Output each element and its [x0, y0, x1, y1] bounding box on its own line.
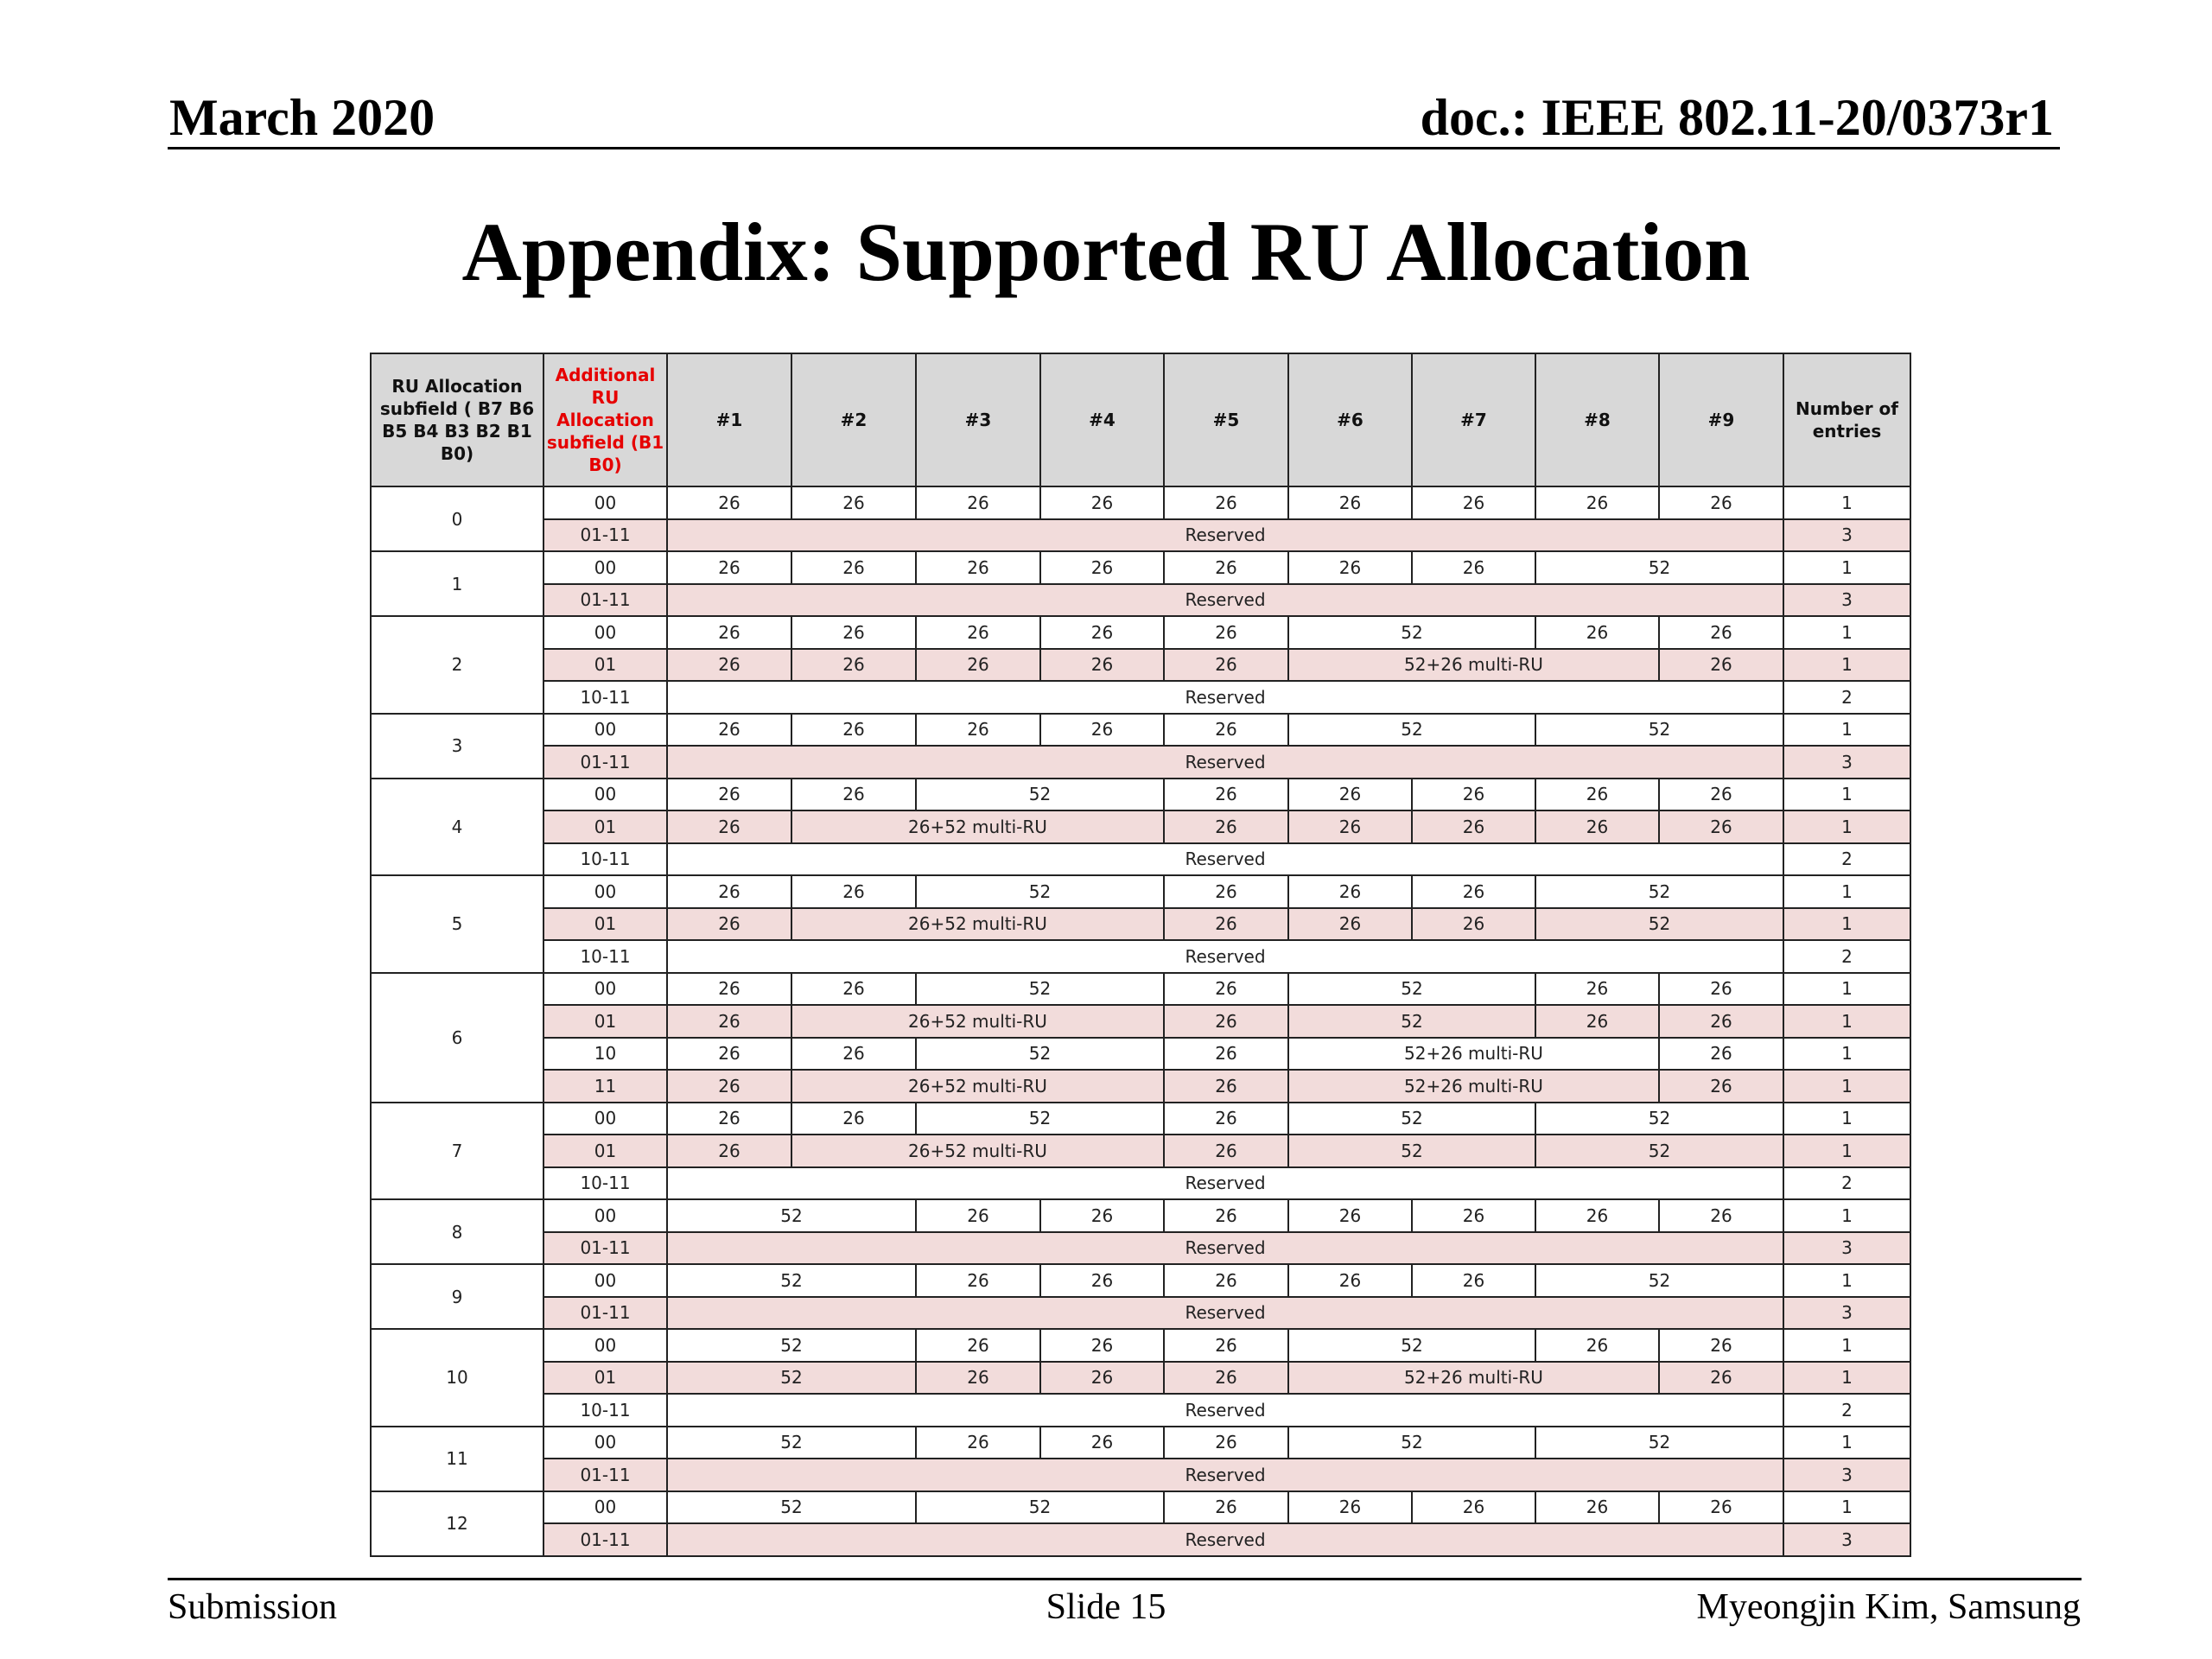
- table-row: [371, 1523, 1910, 1556]
- ru-allocation-index: 10: [371, 1329, 543, 1427]
- ru-cell: 52: [1288, 1005, 1535, 1038]
- table-row: [371, 1038, 1910, 1071]
- table-row: [371, 1459, 1910, 1491]
- col-header-additional: Additional RU Allocation subfield (B1 B0): [543, 353, 667, 486]
- ru-cell: 52: [667, 1329, 916, 1362]
- ru-cell: 26: [1040, 486, 1164, 519]
- ru-cell: 26: [667, 1070, 791, 1103]
- additional-code-cell: 01: [543, 810, 667, 843]
- ru-cell: 52+26 multi-RU: [1288, 1038, 1659, 1071]
- ru-cell: 26: [1412, 810, 1535, 843]
- table-row: [371, 843, 1910, 876]
- ru-cell: 26: [1040, 551, 1164, 584]
- ru-cell: Reserved: [667, 1232, 1783, 1265]
- ru-cell: 26: [1659, 486, 1783, 519]
- entries-cell: 3: [1783, 746, 1910, 779]
- entries-cell: 1: [1783, 1005, 1910, 1038]
- table-row: [371, 908, 1910, 941]
- ru-cell: 26: [1040, 1264, 1164, 1297]
- additional-code-cell: 00: [543, 973, 667, 1006]
- additional-code-cell: 00: [543, 616, 667, 649]
- entries-cell: 1: [1783, 908, 1910, 941]
- ru-cell: 26: [1040, 714, 1164, 747]
- ru-cell: 26: [1040, 649, 1164, 682]
- ru-cell: 26: [791, 973, 916, 1006]
- ru-cell: 26: [1164, 1264, 1288, 1297]
- ru-cell: 26: [916, 1264, 1040, 1297]
- ru-allocation-index: 6: [371, 973, 543, 1103]
- ru-cell: 26: [1659, 779, 1783, 811]
- ru-cell: 52: [1535, 1427, 1783, 1459]
- ru-cell: 26: [1535, 486, 1659, 519]
- additional-code-cell: 10-11: [543, 1167, 667, 1200]
- entries-cell: 2: [1783, 1167, 1910, 1200]
- additional-code-cell: 01-11: [543, 746, 667, 779]
- table-row: [371, 1427, 1910, 1459]
- additional-code-cell: 01: [543, 1135, 667, 1167]
- ru-cell: 26: [916, 486, 1040, 519]
- ru-cell: 26: [791, 714, 916, 747]
- ru-cell: 26: [1535, 1491, 1659, 1524]
- ru-cell: 26: [667, 486, 791, 519]
- additional-code-cell: 01-11: [543, 519, 667, 552]
- ru-cell: 26: [1535, 1005, 1659, 1038]
- footer-rule: [168, 1578, 2082, 1580]
- ru-allocation-index: 3: [371, 714, 543, 779]
- ru-cell: 26: [667, 616, 791, 649]
- entries-cell: 3: [1783, 1523, 1910, 1556]
- table-row: [371, 1103, 1910, 1135]
- ru-cell: 26+52 multi-RU: [791, 1070, 1164, 1103]
- entries-cell: 3: [1783, 1459, 1910, 1491]
- entries-cell: 2: [1783, 843, 1910, 876]
- additional-code-cell: 00: [543, 779, 667, 811]
- ru-cell: 26: [916, 616, 1040, 649]
- ru-cell: 26+52 multi-RU: [791, 1135, 1164, 1167]
- ru-cell: 26+52 multi-RU: [791, 1005, 1164, 1038]
- ru-cell: 52: [1288, 714, 1535, 747]
- ru-cell: 26: [1412, 779, 1535, 811]
- ru-cell: 26: [667, 1103, 791, 1135]
- ru-cell: 52: [1288, 973, 1535, 1006]
- additional-code-cell: 00: [543, 714, 667, 747]
- ru-cell: Reserved: [667, 681, 1783, 714]
- table-row: [371, 1329, 1910, 1362]
- entries-cell: 1: [1783, 1070, 1910, 1103]
- table-body: [371, 486, 1910, 1556]
- entries-cell: 1: [1783, 616, 1910, 649]
- ru-allocation-index: 9: [371, 1264, 543, 1329]
- entries-cell: 2: [1783, 940, 1910, 973]
- ru-cell: 26: [667, 551, 791, 584]
- additional-code-cell: 00: [543, 1103, 667, 1135]
- ru-cell: 26: [791, 1103, 916, 1135]
- header-doc-id: doc.: IEEE 802.11-20/0373r1: [1420, 89, 2054, 146]
- additional-code-cell: 01: [543, 1005, 667, 1038]
- table-row: [371, 875, 1910, 908]
- ru-cell: 26: [1535, 779, 1659, 811]
- ru-cell: 26: [1164, 1135, 1288, 1167]
- ru-cell: 52: [667, 1491, 916, 1524]
- additional-code-cell: 00: [543, 1329, 667, 1362]
- ru-cell: 26: [1288, 875, 1412, 908]
- ru-cell: 52: [1535, 714, 1783, 747]
- ru-cell: 26: [1288, 779, 1412, 811]
- table-row: [371, 1264, 1910, 1297]
- ru-cell: Reserved: [667, 940, 1783, 973]
- col-header-ru-allocation: RU Allocation subfield ( B7 B6 B5 B4 B3 B2 B1 B0): [371, 353, 543, 486]
- table-row: [371, 1362, 1910, 1395]
- ru-cell: 26: [1164, 1038, 1288, 1071]
- additional-code-cell: 01-11: [543, 584, 667, 617]
- ru-cell: 26: [1164, 714, 1288, 747]
- entries-cell: 1: [1783, 973, 1910, 1006]
- ru-cell: 26: [1288, 1491, 1412, 1524]
- ru-cell: 26: [1412, 1199, 1535, 1232]
- table-row: [371, 1297, 1910, 1330]
- table-row: [371, 519, 1910, 552]
- additional-code-cell: 01-11: [543, 1523, 667, 1556]
- ru-cell: 26: [1659, 1070, 1783, 1103]
- ru-cell: 26: [1164, 1329, 1288, 1362]
- ru-cell: 26: [791, 875, 916, 908]
- ru-cell: 26: [1659, 1038, 1783, 1071]
- table-row: [371, 681, 1910, 714]
- ru-cell: 26: [667, 973, 791, 1006]
- ru-cell: 26: [1164, 1005, 1288, 1038]
- ru-cell: 52: [667, 1264, 916, 1297]
- ru-cell: 26: [1412, 1264, 1535, 1297]
- table-row: [371, 616, 1910, 649]
- additional-code-cell: 01: [543, 1362, 667, 1395]
- ru-cell: 26: [1288, 810, 1412, 843]
- ru-cell: 26: [791, 616, 916, 649]
- ru-cell: 52: [1535, 875, 1783, 908]
- ru-cell: Reserved: [667, 1523, 1783, 1556]
- ru-cell: 52+26 multi-RU: [1288, 1362, 1659, 1395]
- entries-cell: 1: [1783, 551, 1910, 584]
- ru-cell: 26: [1659, 1329, 1783, 1362]
- table-row: [371, 940, 1910, 973]
- additional-code-cell: 10-11: [543, 1394, 667, 1427]
- ru-cell: 52: [667, 1199, 916, 1232]
- ru-cell: 52: [1288, 1135, 1535, 1167]
- ru-cell: 26: [1659, 973, 1783, 1006]
- additional-code-cell: 01-11: [543, 1232, 667, 1265]
- ru-cell: 26: [1164, 1491, 1288, 1524]
- entries-cell: 1: [1783, 1491, 1910, 1524]
- entries-cell: 1: [1783, 1135, 1910, 1167]
- header-date: March 2020: [169, 89, 435, 146]
- table-row: [371, 1135, 1910, 1167]
- ru-cell: 26: [1164, 616, 1288, 649]
- additional-code-cell: 11: [543, 1070, 667, 1103]
- ru-cell: 26: [1659, 616, 1783, 649]
- additional-code-cell: 01: [543, 908, 667, 941]
- ru-cell: 26: [916, 1427, 1040, 1459]
- entries-cell: 1: [1783, 1362, 1910, 1395]
- ru-cell: 26: [667, 1135, 791, 1167]
- entries-cell: 3: [1783, 584, 1910, 617]
- ru-cell: 26: [1164, 908, 1288, 941]
- additional-code-cell: 00: [543, 875, 667, 908]
- ru-cell: 26: [1288, 486, 1412, 519]
- ru-cell: 26: [791, 649, 916, 682]
- ru-cell: 26: [667, 1005, 791, 1038]
- ru-cell: 52: [1288, 1427, 1535, 1459]
- table-row: [371, 551, 1910, 584]
- ru-cell: 52: [1535, 908, 1783, 941]
- ru-cell: 26: [1412, 875, 1535, 908]
- table-row: [371, 1070, 1910, 1103]
- ru-cell: 52: [1288, 616, 1535, 649]
- ru-cell: 26: [667, 908, 791, 941]
- col-header-ru2: #2: [791, 353, 916, 486]
- entries-cell: 1: [1783, 714, 1910, 747]
- ru-cell: 52: [1535, 1264, 1783, 1297]
- table-row: [371, 1167, 1910, 1200]
- col-header-ru7: #7: [1412, 353, 1535, 486]
- ru-cell: 26: [1659, 649, 1783, 682]
- ru-cell: 26: [1164, 1199, 1288, 1232]
- table-row: [371, 649, 1910, 682]
- additional-code-cell: 01-11: [543, 1459, 667, 1491]
- ru-cell: 52: [1535, 1135, 1783, 1167]
- ru-cell: 26: [1040, 1362, 1164, 1395]
- col-header-ru6: #6: [1288, 353, 1412, 486]
- ru-cell: 52: [1535, 1103, 1783, 1135]
- ru-cell: 26: [1288, 908, 1412, 941]
- col-header-ru9: #9: [1659, 353, 1783, 486]
- ru-cell: 26+52 multi-RU: [791, 810, 1164, 843]
- ru-allocation-index: 1: [371, 551, 543, 616]
- footer-slide-number: Slide 15: [1046, 1587, 1166, 1627]
- ru-cell: 26: [667, 779, 791, 811]
- ru-cell: 26: [1535, 810, 1659, 843]
- ru-cell: Reserved: [667, 519, 1783, 552]
- entries-cell: 1: [1783, 649, 1910, 682]
- ru-cell: 26+52 multi-RU: [791, 908, 1164, 941]
- ru-cell: Reserved: [667, 746, 1783, 779]
- table-row: [371, 810, 1910, 843]
- table-row: [371, 1491, 1910, 1524]
- ru-cell: 26: [1164, 875, 1288, 908]
- ru-cell: 52: [916, 779, 1164, 811]
- ru-cell: 26: [1535, 973, 1659, 1006]
- ru-cell: 26: [1412, 551, 1535, 584]
- table-row: [371, 973, 1910, 1006]
- entries-cell: 1: [1783, 1427, 1910, 1459]
- additional-code-cell: 01-11: [543, 1297, 667, 1330]
- entries-cell: 1: [1783, 1199, 1910, 1232]
- additional-code-cell: 00: [543, 1264, 667, 1297]
- ru-cell: 26: [1040, 616, 1164, 649]
- ru-cell: 26: [791, 486, 916, 519]
- entries-cell: 1: [1783, 1038, 1910, 1071]
- ru-cell: 52: [916, 973, 1164, 1006]
- entries-cell: 1: [1783, 486, 1910, 519]
- table-row: [371, 1394, 1910, 1427]
- entries-cell: 1: [1783, 779, 1910, 811]
- ru-cell: 26: [916, 714, 1040, 747]
- ru-cell: 26: [1412, 1491, 1535, 1524]
- ru-cell: 26: [916, 1199, 1040, 1232]
- ru-cell: 52+26 multi-RU: [1288, 649, 1659, 682]
- table-row: [371, 779, 1910, 811]
- ru-cell: 52: [916, 875, 1164, 908]
- ru-cell: 52: [1288, 1103, 1535, 1135]
- additional-code-cell: 10: [543, 1038, 667, 1071]
- entries-cell: 1: [1783, 1329, 1910, 1362]
- ru-cell: 26: [916, 551, 1040, 584]
- table-row: [371, 486, 1910, 519]
- ru-allocation-index: 8: [371, 1199, 543, 1264]
- slide-title: Appendix: Supported RU Allocation: [461, 206, 1751, 298]
- ru-cell: 26: [1040, 1329, 1164, 1362]
- ru-allocation-index: 7: [371, 1103, 543, 1200]
- ru-cell: 26: [1164, 1103, 1288, 1135]
- ru-cell: Reserved: [667, 1459, 1783, 1491]
- ru-cell: 26: [1164, 649, 1288, 682]
- ru-cell: 26: [1535, 616, 1659, 649]
- ru-cell: Reserved: [667, 1167, 1783, 1200]
- ru-cell: 26: [1164, 1070, 1288, 1103]
- additional-code-cell: 01: [543, 649, 667, 682]
- additional-code-cell: 00: [543, 1199, 667, 1232]
- ru-cell: 26: [667, 875, 791, 908]
- entries-cell: 1: [1783, 1103, 1910, 1135]
- ru-allocation-index: 12: [371, 1491, 543, 1556]
- table-row: [371, 1199, 1910, 1232]
- ru-cell: Reserved: [667, 584, 1783, 617]
- table-row: [371, 1232, 1910, 1265]
- ru-cell: 26: [916, 1362, 1040, 1395]
- additional-code-cell: 10-11: [543, 843, 667, 876]
- ru-cell: 26: [1288, 1199, 1412, 1232]
- ru-cell: 52: [916, 1038, 1164, 1071]
- ru-cell: 26: [1164, 551, 1288, 584]
- ru-cell: 52: [916, 1103, 1164, 1135]
- ru-cell: 52: [667, 1427, 916, 1459]
- footer-submission: Submission: [168, 1587, 338, 1627]
- ru-cell: 26: [1412, 908, 1535, 941]
- col-header-entries: Number of entries: [1783, 353, 1910, 486]
- ru-cell: Reserved: [667, 1394, 1783, 1427]
- col-header-ru1: #1: [667, 353, 791, 486]
- entries-cell: 3: [1783, 519, 1910, 552]
- ru-allocation-index: 2: [371, 616, 543, 714]
- ru-cell: 26: [1164, 810, 1288, 843]
- ru-cell: 52: [1535, 551, 1783, 584]
- table-row: [371, 584, 1910, 617]
- ru-cell: 26: [1659, 1005, 1783, 1038]
- ru-cell: 26: [1288, 551, 1412, 584]
- table-row: [371, 746, 1910, 779]
- additional-code-cell: 10-11: [543, 940, 667, 973]
- ru-cell: Reserved: [667, 843, 1783, 876]
- footer-author: Myeongjin Kim, Samsung: [1696, 1587, 2081, 1627]
- ru-cell: 26: [1040, 1427, 1164, 1459]
- additional-code-cell: 00: [543, 1427, 667, 1459]
- ru-cell: 52: [667, 1362, 916, 1395]
- ru-cell: 26: [667, 1038, 791, 1071]
- ru-cell: 26: [667, 714, 791, 747]
- additional-code-cell: 00: [543, 486, 667, 519]
- ru-cell: 26: [791, 551, 916, 584]
- ru-cell: 26: [1164, 486, 1288, 519]
- ru-cell: 26: [1288, 1264, 1412, 1297]
- col-header-ru5: #5: [1164, 353, 1288, 486]
- ru-allocation-index: 4: [371, 779, 543, 876]
- ru-cell: Reserved: [667, 1297, 1783, 1330]
- col-header-ru4: #4: [1040, 353, 1164, 486]
- ru-cell: 26: [791, 1038, 916, 1071]
- ru-cell: 26: [1659, 1491, 1783, 1524]
- col-header-ru3: #3: [916, 353, 1040, 486]
- ru-cell: 52: [916, 1491, 1164, 1524]
- ru-cell: 26: [1659, 810, 1783, 843]
- entries-cell: 1: [1783, 810, 1910, 843]
- entries-cell: 1: [1783, 875, 1910, 908]
- ru-cell: 26: [1659, 1362, 1783, 1395]
- header-rule: [168, 147, 2060, 149]
- ru-cell: 26: [1164, 1427, 1288, 1459]
- entries-cell: 2: [1783, 1394, 1910, 1427]
- ru-cell: 26: [667, 649, 791, 682]
- ru-cell: 26: [1535, 1329, 1659, 1362]
- ru-cell: 52+26 multi-RU: [1288, 1070, 1659, 1103]
- ru-cell: 26: [667, 810, 791, 843]
- ru-cell: 26: [1164, 1362, 1288, 1395]
- ru-cell: 26: [1535, 1199, 1659, 1232]
- ru-allocation-index: 11: [371, 1427, 543, 1491]
- ru-cell: 52: [1288, 1329, 1535, 1362]
- ru-cell: 26: [791, 779, 916, 811]
- entries-cell: 3: [1783, 1297, 1910, 1330]
- ru-cell: 26: [1040, 1199, 1164, 1232]
- col-header-ru8: #8: [1535, 353, 1659, 486]
- table-header-row: [371, 353, 1910, 486]
- ru-allocation-index: 0: [371, 486, 543, 551]
- ru-cell: 26: [1659, 1199, 1783, 1232]
- additional-code-cell: 00: [543, 1491, 667, 1524]
- ru-cell: 26: [916, 649, 1040, 682]
- ru-cell: 26: [1164, 779, 1288, 811]
- ru-cell: 26: [916, 1329, 1040, 1362]
- table-row: [371, 1005, 1910, 1038]
- additional-code-cell: 10-11: [543, 681, 667, 714]
- ru-allocation-index: 5: [371, 875, 543, 973]
- entries-cell: 2: [1783, 681, 1910, 714]
- ru-allocation-table: [370, 353, 1911, 1557]
- entries-cell: 3: [1783, 1232, 1910, 1265]
- entries-cell: 1: [1783, 1264, 1910, 1297]
- additional-code-cell: 00: [543, 551, 667, 584]
- table-row: [371, 714, 1910, 747]
- ru-cell: 26: [1164, 973, 1288, 1006]
- ru-cell: 26: [1412, 486, 1535, 519]
